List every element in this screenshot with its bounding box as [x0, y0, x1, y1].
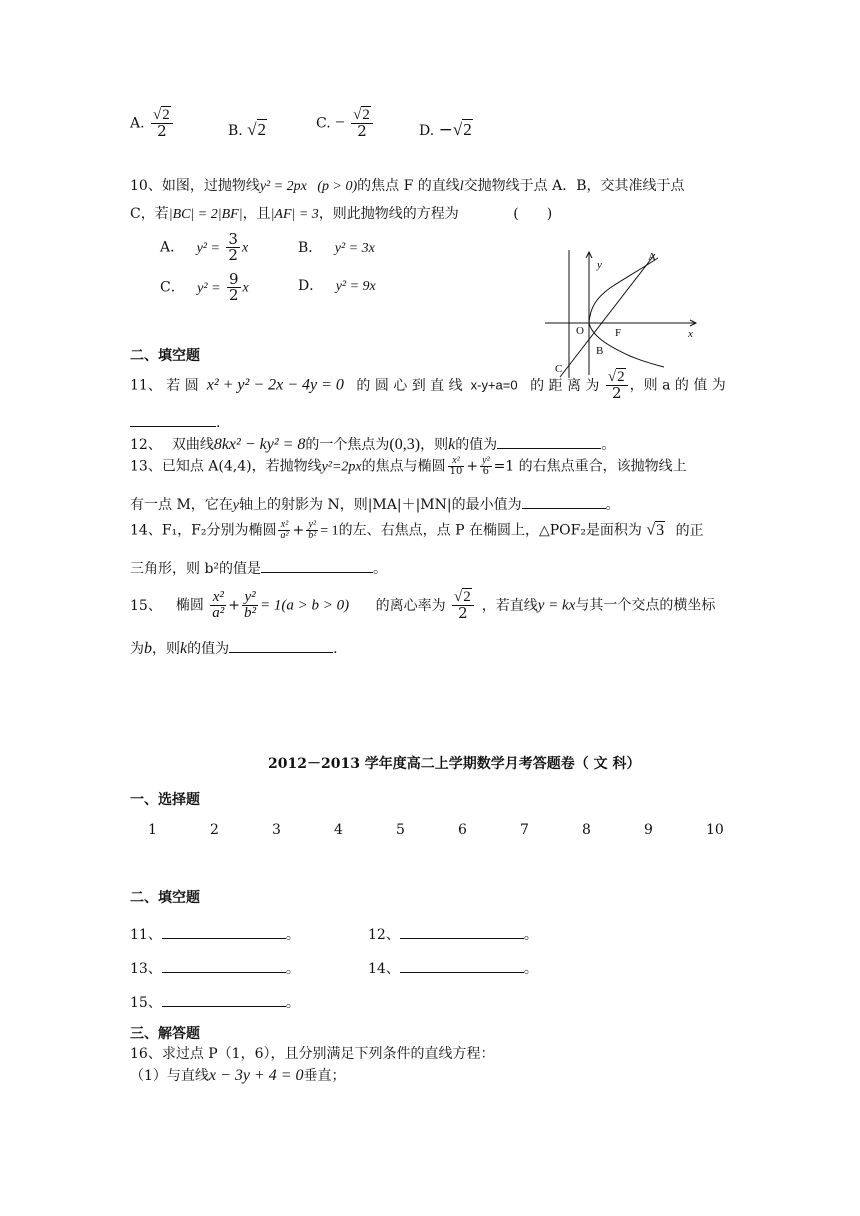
q9-option-c [316, 108, 375, 139]
label-c: C [555, 363, 563, 375]
choice-number: 1 [148, 822, 157, 838]
q10-opt-a-var: x [241, 240, 249, 256]
answer-sheet-title: 2012－2013 学年度高二上学期数学月考答题卷（ 文 科） [268, 756, 641, 772]
q16-part-1 [130, 1066, 346, 1085]
q10-option-c [160, 272, 249, 303]
q14-number: 14、 [130, 522, 162, 539]
q14-line-2 [130, 558, 387, 578]
label-x: x [688, 328, 693, 340]
q10-cond-bc: |BC| = 2|BF| [168, 207, 243, 222]
q10-opt-a-lhs: y² = [196, 240, 220, 256]
q13-text-3: =1 的右焦点重合，该抛物线上 [493, 458, 687, 475]
q9-option-d-label: D. [419, 123, 435, 139]
q10-opt-c-label: C． [160, 279, 185, 296]
q15-text-2: 的离心率为 [375, 597, 446, 614]
answer-blank-14 [368, 958, 538, 978]
choice-number: 7 [520, 822, 529, 838]
q13-text-1: 已知点 A(4,4)，若抛物线 [161, 458, 322, 475]
answer-blank-13 [130, 958, 300, 978]
q13-text-5: 轴上的射影为 N，则|MA|＋|MN|的最小值为 [239, 497, 522, 513]
answer-dot-11: 。 [285, 927, 300, 943]
q9-option-c-frac: $\frac{√2}{2}$ [351, 108, 373, 139]
q11-eq: x² + y² − 2x − 4y = 0 [206, 376, 344, 394]
answer-label-14: 14、 [368, 961, 400, 977]
q9-d-sign: − [438, 120, 453, 140]
q13-plus: + [466, 458, 479, 475]
q10-opt-d-eq: y² = 9x [335, 279, 376, 294]
q15-text-3: ，若直线 [481, 597, 538, 614]
q9-c-sign: − [335, 112, 345, 132]
answer-sec-3-title: 三、解答题 [130, 1026, 200, 1042]
q14-rad: √3 [646, 521, 665, 539]
q10-opt-a-frac: $\frac{3}{2}$ [228, 230, 238, 264]
label-y: y [597, 259, 602, 271]
q13-line-2 [130, 494, 620, 515]
q12-point: (0,3) [389, 436, 421, 453]
section-2-title: 二、填空题 [130, 348, 200, 364]
q14-line-1 [130, 520, 704, 541]
q10-cond: (p > 0) [317, 179, 358, 194]
q10-option-a [160, 232, 248, 263]
q15-frac-1: $\frac{\text{x²}}{\text{a²}}$ [212, 589, 225, 621]
q9-c-den: 2 [357, 122, 367, 140]
q9-option-a-label: A. [130, 115, 145, 132]
answer-line-14[interactable] [400, 958, 524, 973]
choice-number: 10 [706, 822, 724, 838]
choice-number: 8 [582, 822, 591, 838]
q9-option-a-frac: $\frac{√2}{2}$ [151, 108, 173, 139]
q12-text-1: 双曲线 [171, 437, 214, 453]
q12-text-2: 的一个焦点为 [305, 437, 390, 453]
q10-text-1: 如图，过抛物线 [161, 178, 260, 194]
q16-1-post: 垂直； [303, 1068, 346, 1084]
q10-option-b [298, 240, 375, 258]
choice-number: 2 [210, 822, 219, 838]
q15-end: . [333, 641, 338, 657]
q15-var-b: b [144, 640, 152, 657]
q10-opt-a-label: A． [160, 239, 185, 256]
label-a: A [648, 251, 656, 263]
q10-text-4: C，若 [130, 206, 169, 222]
q11-text-2: 的 圆 心 到 直 线 [356, 377, 463, 394]
q15-frac-2: $\frac{\text{y²}}{\text{b²}}$ [244, 589, 257, 621]
q11-end: . [216, 415, 221, 431]
choice-numbers-row [148, 822, 768, 839]
q14-plus: + [292, 522, 305, 539]
q16-text: 16、求过点 P（1，6），且分别满足下列条件的直线方程： [130, 1046, 495, 1062]
q10-number: 10、 [130, 178, 162, 194]
q10-opt-b-eq: y² = 3x [334, 241, 375, 256]
q10-text-6: ，则此抛物线的方程为 [318, 206, 459, 222]
q9-option-c-label: C. [316, 115, 331, 132]
q12-text-4: 的值为 [455, 437, 498, 453]
focal-line [560, 254, 655, 377]
choice-number: 6 [458, 822, 467, 838]
answer-label-15: 15、 [130, 995, 162, 1011]
choice-number: 4 [334, 822, 343, 838]
q11-line-1 [130, 370, 726, 401]
q15-number: 15、 [130, 597, 162, 614]
q15-line-1 [130, 590, 715, 621]
q10-text-3: 交抛物线于点 A．B，交其准线于点 [463, 178, 685, 194]
q9-b-rad: 2 [257, 120, 267, 139]
q13-number: 13、 [130, 458, 162, 475]
q10-eq: y² = 2px [259, 179, 307, 194]
q12-end: 。 [601, 437, 616, 453]
q9-d-rad: 2 [463, 120, 472, 139]
q16-1-eq: x − 3y + 4 = 0 [208, 1067, 304, 1084]
answer-line-15[interactable] [162, 992, 286, 1007]
answer-label-13: 13、 [130, 961, 162, 977]
answer-dot-13: 。 [285, 961, 300, 977]
q15-text-4: 与其一个交点的横坐标 [575, 597, 716, 614]
q11-number: 11 [130, 377, 148, 394]
q11-line: x-y+a=0 [470, 377, 518, 393]
q12-number: 12、 [130, 437, 162, 453]
q15-e-frac: $\frac{√2}{2}$ [452, 590, 474, 621]
q10-line-2 [130, 206, 552, 224]
q14-eq-tail: = 1 [320, 523, 339, 539]
choice-number: 9 [644, 822, 653, 838]
q15-line-2 [130, 638, 338, 658]
q11-text-4: ，则 a 的 值 为 [629, 377, 726, 394]
answer-line-12[interactable] [400, 924, 524, 939]
q14-answer-blank[interactable] [261, 558, 373, 573]
q14-frac-1: $\frac{\text{x²}}{\text{a²}}$ [280, 519, 289, 541]
q12-text-3: ，则 [420, 437, 449, 453]
q10-option-d [298, 278, 376, 296]
q15-answer-blank[interactable] [229, 638, 333, 653]
answer-dot-14: 。 [523, 961, 538, 977]
q14-text-2: 的左、右焦点，点 P 在椭圆上，△POF₂是面积为 [338, 522, 642, 539]
answer-dot-15: 。 [285, 995, 300, 1011]
q10-text-2: 的焦点 F 的直线 [357, 178, 460, 194]
q11-answer-blank[interactable] [130, 412, 216, 427]
q12-var: k [448, 436, 456, 453]
q14-end: 。 [373, 561, 388, 577]
answer-sec-1-title: 一、选择题 [130, 792, 200, 808]
q13-answer-blank[interactable] [522, 494, 606, 509]
q14-frac-2: $\frac{\text{y²}}{\text{b²}}$ [308, 519, 317, 541]
q9-a-num: 2 [162, 107, 170, 123]
answer-label-12: 12、 [368, 927, 400, 943]
q14-text-4: 三角形，则 b²的值是 [130, 561, 262, 577]
q13-axis: y [232, 498, 240, 513]
answer-line-13[interactable] [162, 958, 286, 973]
q15-text-5: 为 [130, 641, 144, 657]
q15-text-7: 的值为 [187, 641, 230, 657]
q9-option-b-label: B. [228, 123, 243, 139]
answer-blank-12 [368, 924, 538, 944]
q15-eq-tail: = 1(a > b > 0) [260, 597, 350, 614]
q10-text-5: ，且 [242, 206, 271, 222]
q13-frac-2: $\frac{\text{y²}}{6}$ [482, 455, 490, 477]
label-o: O [576, 325, 584, 337]
q11-line-2 [130, 412, 220, 432]
q13-line-1 [130, 456, 687, 477]
choice-number: 3 [272, 822, 281, 838]
q13-text-4: 有一点 M，它在 [130, 497, 233, 513]
q11-frac: $\frac{√2}{2}$ [606, 370, 628, 401]
q9-a-den: 2 [157, 122, 167, 140]
answer-blank-11 [130, 924, 300, 944]
q10-opt-b-label: B． [298, 240, 323, 256]
label-f: F [615, 327, 622, 339]
q14-text-1: F₁，F₂分别为椭圆 [161, 522, 277, 539]
q14-text-3: 的正 [675, 522, 704, 539]
q15-text-6: ，则 [152, 641, 180, 657]
q10-answer-paren: ( ) [513, 206, 553, 222]
q10-cond-af: |AF| = 3 [270, 207, 319, 222]
q13-frac-1: $\frac{\text{x²}}{10}$ [449, 455, 463, 477]
q15-plus: + [228, 597, 241, 614]
q10-line-1 [130, 178, 685, 196]
q10-opt-c-var: x [242, 280, 249, 296]
q9-option-d: D. −√2 [419, 120, 472, 140]
q11-text-1: 、 若 圆 [147, 377, 199, 394]
q16-1-pre: （1）与直线 [130, 1068, 209, 1084]
label-b: B [596, 345, 604, 357]
q11-text-3: 的 距 离 为 [530, 377, 600, 394]
answer-blank-15 [130, 992, 300, 1012]
choice-number: 5 [396, 822, 405, 838]
q9-option-b: B. √2 [228, 120, 267, 139]
q13-text-2: 的焦点与椭圆 [361, 458, 446, 475]
q12-answer-blank[interactable] [497, 434, 601, 449]
q10-opt-d-label: D． [298, 278, 324, 294]
answer-line-11[interactable] [162, 924, 286, 939]
q15-var-k: k [180, 640, 188, 657]
q9-c-num: 2 [362, 107, 370, 123]
q13-end: 。 [605, 497, 620, 513]
answer-sec-2-title: 二、填空题 [130, 890, 200, 906]
q15-line: y = kx [537, 597, 576, 614]
q15-text-1: 椭圆 [175, 597, 204, 614]
answer-label-11: 11、 [130, 927, 162, 943]
q10-line-var: l [459, 179, 464, 194]
q10-opt-c-frac: $\frac{9}{2}$ [228, 270, 239, 304]
answer-dot-12: 。 [523, 927, 538, 943]
parabola-figure [540, 250, 710, 380]
q12-line [130, 434, 615, 454]
q13-eq: y²=2px [321, 459, 362, 475]
q9-options [130, 108, 175, 139]
q10-opt-c-lhs: y² = [197, 280, 221, 296]
q12-eq: 8kx² − ky² = 8 [213, 436, 306, 453]
